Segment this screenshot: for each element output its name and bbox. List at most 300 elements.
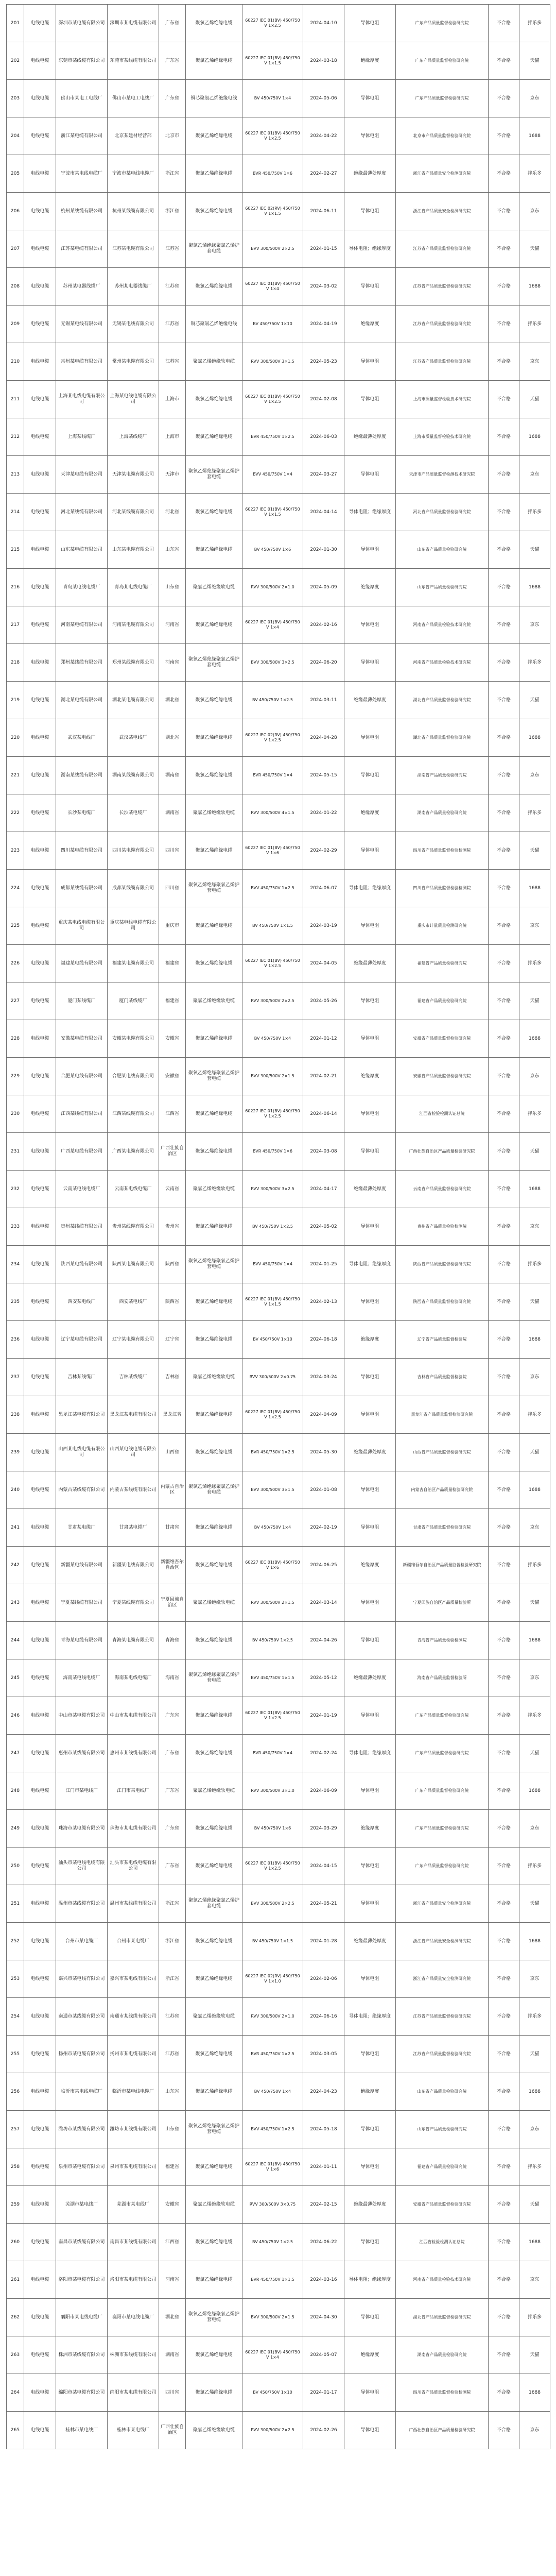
- remarks-cell: 拌乐多: [519, 1095, 550, 1133]
- serial-number-cell: 219: [7, 682, 24, 719]
- location-cell: 浙江省: [159, 1923, 186, 1960]
- table-row: [7, 1020, 550, 1058]
- production-date-cell: 2024-05-26: [303, 982, 344, 1020]
- inspected-unit-name-cell: 洛阳市某电缆有限公司: [108, 2261, 159, 2299]
- model-spec-cell: 60227 IEC 01(BV) 450/750V 1×2.5: [242, 117, 303, 155]
- model-spec-cell: 60227 IEC 01(BV) 450/750V 1×2.5: [242, 381, 303, 418]
- product-name-cell: 聚氯乙烯绝缘聚氯乙烯护套电缆: [186, 1058, 242, 1095]
- manufacturer-name-cell: 陕西某电缆有限公司: [56, 1246, 108, 1283]
- model-spec-cell: BVV 300/500V 2×1.5: [242, 1058, 303, 1095]
- model-spec-cell: BVV 450/750V 1×1.5: [242, 1659, 303, 1697]
- production-date-cell: 2024-02-06: [303, 1960, 344, 1998]
- model-spec-cell: BV 450/750V 1×10: [242, 306, 303, 343]
- model-spec-cell: RVV 300/500V 3×1.0: [242, 1772, 303, 1810]
- table-row: [7, 1283, 550, 1321]
- table-row: [7, 870, 550, 907]
- model-spec-cell: 60227 IEC 02(RV) 450/750V 1×1.5: [242, 193, 303, 230]
- testing-institution-cell: 青海省产品质量检验检测院: [396, 1622, 489, 1659]
- product-category-cell: 电线电缆: [24, 1095, 56, 1133]
- product-name-cell: 聚氯乙烯绝缘电缆: [186, 494, 242, 531]
- table-row: [7, 1735, 550, 1772]
- production-date-cell: 2024-05-30: [303, 1434, 344, 1471]
- product-name-cell: 聚氯乙烯绝缘电缆: [186, 1960, 242, 1998]
- manufacturer-name-cell: 山西某电线电缆有限公司: [56, 1434, 108, 1471]
- inspected-unit-name-cell: 天津某电缆有限公司: [108, 456, 159, 494]
- testing-institution-cell: 福建省产品质量检验研究院: [396, 2148, 489, 2186]
- production-date-cell: 2024-03-18: [303, 42, 344, 80]
- testing-institution-cell: 广西壮族自治区产品质量检验研究院: [396, 1133, 489, 1171]
- serial-number-cell: 201: [7, 5, 24, 42]
- inspected-unit-name-cell: 襄阳市某电线电缆厂: [108, 2299, 159, 2336]
- model-spec-cell: BV 450/750V 1×4: [242, 80, 303, 117]
- table-row: [7, 1697, 550, 1735]
- remarks-cell: 拌乐多: [519, 2299, 550, 2336]
- location-cell: 四川省: [159, 832, 186, 870]
- failed-items-cell: 绝缘最薄处厚度: [344, 1659, 396, 1697]
- model-spec-cell: BVR 450/750V 1×2.5: [242, 418, 303, 456]
- production-date-cell: 2024-05-18: [303, 2111, 344, 2148]
- serial-number-cell: 218: [7, 644, 24, 682]
- test-result-cell: 不合格: [489, 832, 519, 870]
- testing-institution-cell: 广东产品质量监督检验研究院: [396, 5, 489, 42]
- product-name-cell: 聚氯乙烯绝缘电缆: [186, 531, 242, 569]
- product-category-cell: 电线电缆: [24, 1772, 56, 1810]
- remarks-cell: 天猫: [519, 2186, 550, 2224]
- manufacturer-name-cell: 湖北某电缆有限公司: [56, 682, 108, 719]
- production-date-cell: 2024-02-26: [303, 2412, 344, 2449]
- product-category-cell: 电线电缆: [24, 719, 56, 757]
- serial-number-cell: 232: [7, 1171, 24, 1208]
- inspected-unit-name-cell: 杭州某线缆有限公司: [108, 193, 159, 230]
- test-result-cell: 不合格: [489, 1735, 519, 1772]
- inspected-unit-name-cell: 株洲市某线缆有限公司: [108, 2336, 159, 2374]
- production-date-cell: 2024-04-19: [303, 306, 344, 343]
- product-name-cell: 聚氯乙烯绝缘软电缆: [186, 1998, 242, 2036]
- manufacturer-name-cell: 广西某电缆有限公司: [56, 1133, 108, 1171]
- remarks-cell: 拌乐多: [519, 1396, 550, 1434]
- remarks-cell: 天猫: [519, 381, 550, 418]
- serial-number-cell: 235: [7, 1283, 24, 1321]
- failed-items-cell: 导体电阻: [344, 1359, 396, 1396]
- test-result-cell: 不合格: [489, 1020, 519, 1058]
- table-row: [7, 1171, 550, 1208]
- model-spec-cell: 60227 IEC 01(BV) 450/750V 1×1.5: [242, 1283, 303, 1321]
- production-date-cell: 2024-02-15: [303, 2186, 344, 2224]
- production-date-cell: 2024-06-03: [303, 418, 344, 456]
- serial-number-cell: 227: [7, 982, 24, 1020]
- production-date-cell: 2024-04-28: [303, 719, 344, 757]
- testing-institution-cell: 云南省产品质量监督检验研究院: [396, 1171, 489, 1208]
- remarks-cell: 拌乐多: [519, 306, 550, 343]
- failed-items-cell: 导体电阻: [344, 193, 396, 230]
- failed-items-cell: 导体电阻: [344, 80, 396, 117]
- serial-number-cell: 247: [7, 1735, 24, 1772]
- test-result-cell: 不合格: [489, 606, 519, 644]
- product-name-cell: 聚氯乙烯绝缘软电缆: [186, 2412, 242, 2449]
- production-date-cell: 2024-05-06: [303, 80, 344, 117]
- product-name-cell: 聚氯乙烯绝缘聚氯乙烯护套电缆: [186, 644, 242, 682]
- location-cell: 江苏省: [159, 268, 186, 306]
- product-category-cell: 电线电缆: [24, 230, 56, 268]
- location-cell: 宁夏回族自治区: [159, 1584, 186, 1622]
- failed-items-cell: 导体电阻: [344, 1584, 396, 1622]
- product-category-cell: 电线电缆: [24, 1810, 56, 1848]
- testing-institution-cell: 上海市质量监督检验技术研究院: [396, 418, 489, 456]
- model-spec-cell: BV 450/750V 1×2.5: [242, 1208, 303, 1246]
- model-spec-cell: BVV 450/750V 1×2.5: [242, 870, 303, 907]
- product-category-cell: 电线电缆: [24, 2073, 56, 2111]
- remarks-cell: 京东: [519, 907, 550, 945]
- testing-institution-cell: 浙江省产品质量安全检测研究院: [396, 1885, 489, 1923]
- remarks-cell: 天猫: [519, 682, 550, 719]
- product-name-cell: 聚氯乙烯绝缘软电缆: [186, 2186, 242, 2224]
- location-cell: 安徽省: [159, 1020, 186, 1058]
- testing-institution-cell: 江苏省产品质量监督检验研究院: [396, 306, 489, 343]
- production-date-cell: 2024-02-19: [303, 1509, 344, 1547]
- table-row: [7, 343, 550, 381]
- product-name-cell: 聚氯乙烯绝缘软电缆: [186, 1171, 242, 1208]
- inspected-unit-name-cell: 西安某电线厂: [108, 1283, 159, 1321]
- manufacturer-name-cell: 南通市某线缆有限公司: [56, 1998, 108, 2036]
- test-result-cell: 不合格: [489, 1998, 519, 2036]
- serial-number-cell: 251: [7, 1885, 24, 1923]
- serial-number-cell: 206: [7, 193, 24, 230]
- table-row: [7, 80, 550, 117]
- testing-institution-cell: 湖北省产品质量监督检验研究院: [396, 719, 489, 757]
- product-category-cell: 电线电缆: [24, 531, 56, 569]
- production-date-cell: 2024-05-09: [303, 569, 344, 606]
- remarks-cell: 天猫: [519, 832, 550, 870]
- location-cell: 江西省: [159, 1095, 186, 1133]
- product-category-cell: 电线电缆: [24, 2374, 56, 2412]
- inspected-unit-name-cell: 内蒙古某线缆有限公司: [108, 1471, 159, 1509]
- model-spec-cell: BVV 300/500V 2×2.5: [242, 230, 303, 268]
- table-row: [7, 644, 550, 682]
- table-row: [7, 456, 550, 494]
- product-name-cell: 聚氯乙烯绝缘电缆: [186, 1434, 242, 1471]
- failed-items-cell: 导体电阻: [344, 1283, 396, 1321]
- model-spec-cell: 60227 IEC 01(BV) 450/750V 1×1.5: [242, 42, 303, 80]
- test-result-cell: 不合格: [489, 1171, 519, 1208]
- location-cell: 浙江省: [159, 1885, 186, 1923]
- testing-institution-cell: 江苏省产品质量监督检验研究院: [396, 1998, 489, 2036]
- model-spec-cell: RVV 300/500V 4×1.5: [242, 794, 303, 832]
- test-result-cell: 不合格: [489, 531, 519, 569]
- testing-institution-cell: 山东省产品质量检验研究院: [396, 2073, 489, 2111]
- table-row: [7, 2111, 550, 2148]
- remarks-cell: 1688: [519, 1020, 550, 1058]
- product-category-cell: 电线电缆: [24, 193, 56, 230]
- model-spec-cell: BV 450/750V 1×6: [242, 1810, 303, 1848]
- serial-number-cell: 209: [7, 306, 24, 343]
- inspected-unit-name-cell: 江苏某电缆有限公司: [108, 230, 159, 268]
- production-date-cell: 2024-03-29: [303, 1810, 344, 1848]
- table-row: [7, 682, 550, 719]
- testing-institution-cell: 广东产品质量监督检验研究院: [396, 1697, 489, 1735]
- production-date-cell: 2024-06-25: [303, 1547, 344, 1584]
- product-category-cell: 电线电缆: [24, 1998, 56, 2036]
- serial-number-cell: 246: [7, 1697, 24, 1735]
- remarks-cell: 1688: [519, 117, 550, 155]
- remarks-cell: 天猫: [519, 2036, 550, 2073]
- testing-institution-cell: 海南省产品质量监督检验所: [396, 1659, 489, 1697]
- model-spec-cell: 60227 IEC 01(BV) 450/750V 1×1.5: [242, 494, 303, 531]
- production-date-cell: 2024-05-21: [303, 1885, 344, 1923]
- model-spec-cell: BVV 450/750V 1×4: [242, 1246, 303, 1283]
- inspected-unit-name-cell: 长沙某电缆厂: [108, 794, 159, 832]
- serial-number-cell: 222: [7, 794, 24, 832]
- inspected-unit-name-cell: 泉州市某电缆有限公司: [108, 2148, 159, 2186]
- serial-number-cell: 253: [7, 1960, 24, 1998]
- product-name-cell: 聚氯乙烯绝缘软电缆: [186, 1359, 242, 1396]
- testing-institution-cell: 山东省产品质量检验研究院: [396, 2111, 489, 2148]
- product-name-cell: 聚氯乙烯绝缘电缆: [186, 1810, 242, 1848]
- product-category-cell: 电线电缆: [24, 1246, 56, 1283]
- model-spec-cell: RVV 300/500V 3×0.75: [242, 2186, 303, 2224]
- location-cell: 甘肃省: [159, 1509, 186, 1547]
- production-date-cell: 2024-05-15: [303, 757, 344, 794]
- product-category-cell: 电线电缆: [24, 606, 56, 644]
- location-cell: 天津市: [159, 456, 186, 494]
- test-result-cell: 不合格: [489, 1321, 519, 1359]
- model-spec-cell: BVR 450/750V 1×6: [242, 1133, 303, 1171]
- serial-number-cell: 259: [7, 2186, 24, 2224]
- product-category-cell: 电线电缆: [24, 1509, 56, 1547]
- production-date-cell: 2024-02-29: [303, 832, 344, 870]
- table-row: [7, 306, 550, 343]
- testing-institution-cell: 江西省检验检测认证总院: [396, 1095, 489, 1133]
- test-result-cell: 不合格: [489, 1885, 519, 1923]
- inspected-unit-name-cell: 海南某电线电缆厂: [108, 1659, 159, 1697]
- serial-number-cell: 256: [7, 2073, 24, 2111]
- table-row: [7, 1133, 550, 1171]
- serial-number-cell: 237: [7, 1359, 24, 1396]
- model-spec-cell: RVV 300/500V 2×2.5: [242, 2412, 303, 2449]
- test-result-cell: 不合格: [489, 418, 519, 456]
- production-date-cell: 2024-05-23: [303, 343, 344, 381]
- inspected-unit-name-cell: 广西某电缆有限公司: [108, 1133, 159, 1171]
- table-row: [7, 2186, 550, 2224]
- production-date-cell: 2024-05-02: [303, 1208, 344, 1246]
- location-cell: 浙江省: [159, 193, 186, 230]
- testing-institution-cell: 宁夏回族自治区产品质量检验所: [396, 1584, 489, 1622]
- testing-institution-cell: 黑龙江省产品质量监督检验研究院: [396, 1396, 489, 1434]
- failed-items-cell: 导体电阻: [344, 1020, 396, 1058]
- table-row: [7, 982, 550, 1020]
- remarks-cell: 1688: [519, 1321, 550, 1359]
- product-name-cell: 聚氯乙烯绝缘电缆: [186, 682, 242, 719]
- product-category-cell: 电线电缆: [24, 870, 56, 907]
- inspected-unit-name-cell: 山西某电线电缆有限公司: [108, 1434, 159, 1471]
- remarks-cell: 京东: [519, 343, 550, 381]
- inspected-unit-name-cell: 桂林市某电线厂: [108, 2412, 159, 2449]
- remarks-cell: 天猫: [519, 42, 550, 80]
- testing-institution-cell: 浙江省产品质量安全检测研究院: [396, 1923, 489, 1960]
- manufacturer-name-cell: 四川某电缆有限公司: [56, 832, 108, 870]
- test-result-cell: 不合格: [489, 2261, 519, 2299]
- testing-institution-cell: 天津市产品质量监督检测技术研究院: [396, 456, 489, 494]
- failed-items-cell: 导体电阻: [344, 2299, 396, 2336]
- product-name-cell: 聚氯乙烯绝缘电缆: [186, 2261, 242, 2299]
- inspected-unit-name-cell: 常州某电缆有限公司: [108, 343, 159, 381]
- production-date-cell: 2024-01-22: [303, 794, 344, 832]
- failed-items-cell: 绝缘厚度: [344, 569, 396, 606]
- location-cell: 广东省: [159, 5, 186, 42]
- remarks-cell: 拌乐多: [519, 494, 550, 531]
- serial-number-cell: 220: [7, 719, 24, 757]
- product-name-cell: 聚氯乙烯绝缘电缆: [186, 1735, 242, 1772]
- location-cell: 内蒙古自治区: [159, 1471, 186, 1509]
- inspected-unit-name-cell: 无锡某电线有限公司: [108, 306, 159, 343]
- inspected-unit-name-cell: 宁夏某线缆有限公司: [108, 1584, 159, 1622]
- remarks-cell: 京东: [519, 193, 550, 230]
- production-date-cell: 2024-04-14: [303, 494, 344, 531]
- product-category-cell: 电线电缆: [24, 381, 56, 418]
- testing-institution-cell: 安徽省产品质量监督检验研究院: [396, 1058, 489, 1095]
- manufacturer-name-cell: 重庆某电线电缆有限公司: [56, 907, 108, 945]
- inspected-unit-name-cell: 青岛某电线电缆厂: [108, 569, 159, 606]
- testing-institution-cell: 四川省产品质量监督检验检测院: [396, 2374, 489, 2412]
- testing-institution-cell: 广东产品质量监督检验研究院: [396, 1848, 489, 1885]
- model-spec-cell: 60227 IEC 01(BV) 450/750V 1×6: [242, 1547, 303, 1584]
- table-row: [7, 1923, 550, 1960]
- location-cell: 安徽省: [159, 1058, 186, 1095]
- testing-institution-cell: 河南省产品质量检验技术研究院: [396, 644, 489, 682]
- location-cell: 山东省: [159, 2073, 186, 2111]
- serial-number-cell: 225: [7, 907, 24, 945]
- product-category-cell: 电线电缆: [24, 794, 56, 832]
- test-result-cell: 不合格: [489, 682, 519, 719]
- product-name-cell: 聚氯乙烯绝缘电缆: [186, 1848, 242, 1885]
- table-row: [7, 719, 550, 757]
- test-result-cell: 不合格: [489, 42, 519, 80]
- location-cell: 湖南省: [159, 794, 186, 832]
- product-name-cell: 聚氯乙烯绝缘聚氯乙烯护套电缆: [186, 2299, 242, 2336]
- product-category-cell: 电线电缆: [24, 456, 56, 494]
- inspected-unit-name-cell: 绵阳市某电缆有限公司: [108, 2374, 159, 2412]
- manufacturer-name-cell: 内蒙古某线缆有限公司: [56, 1471, 108, 1509]
- test-result-cell: 不合格: [489, 644, 519, 682]
- model-spec-cell: BVV 450/750V 1×4: [242, 456, 303, 494]
- failed-items-cell: 导体电阻: [344, 719, 396, 757]
- location-cell: 湖北省: [159, 719, 186, 757]
- location-cell: 陕西省: [159, 1246, 186, 1283]
- production-date-cell: 2024-05-12: [303, 1659, 344, 1697]
- testing-institution-cell: 广东产品质量监督检验研究院: [396, 1810, 489, 1848]
- testing-institution-cell: 山东省产品质量检验研究院: [396, 531, 489, 569]
- manufacturer-name-cell: 潍坊市某线缆有限公司: [56, 2111, 108, 2148]
- inspected-unit-name-cell: 山东某电缆有限公司: [108, 531, 159, 569]
- testing-institution-cell: 浙江省产品质量安全检测研究院: [396, 193, 489, 230]
- product-category-cell: 电线电缆: [24, 80, 56, 117]
- product-name-cell: 聚氯乙烯绝缘电缆: [186, 1547, 242, 1584]
- table-row: [7, 2374, 550, 2412]
- inspected-unit-name-cell: 深圳市某电缆有限公司: [108, 5, 159, 42]
- serial-number-cell: 215: [7, 531, 24, 569]
- product-name-cell: 聚氯乙烯绝缘聚氯乙烯护套电缆: [186, 456, 242, 494]
- location-cell: 福建省: [159, 945, 186, 982]
- manufacturer-name-cell: 南昌市某线缆有限公司: [56, 2224, 108, 2261]
- product-category-cell: 电线电缆: [24, 1848, 56, 1885]
- model-spec-cell: BVR 450/750V 1×2.5: [242, 1434, 303, 1471]
- product-name-cell: 聚氯乙烯绝缘软电缆: [186, 1584, 242, 1622]
- table-row: [7, 2148, 550, 2186]
- remarks-cell: 拌乐多: [519, 1697, 550, 1735]
- failed-items-cell: 绝缘厚度: [344, 42, 396, 80]
- inspected-unit-name-cell: 宁波市某电线电缆厂: [108, 155, 159, 193]
- remarks-cell: 拌乐多: [519, 644, 550, 682]
- testing-institution-cell: 福建省产品质量检验研究院: [396, 945, 489, 982]
- table-row: [7, 1208, 550, 1246]
- test-result-cell: 不合格: [489, 1509, 519, 1547]
- product-category-cell: 电线电缆: [24, 832, 56, 870]
- table-row: [7, 832, 550, 870]
- remarks-cell: 天猫: [519, 531, 550, 569]
- product-name-cell: 聚氯乙烯绝缘电缆: [186, 381, 242, 418]
- table-row: [7, 1471, 550, 1509]
- remarks-cell: 1688: [519, 418, 550, 456]
- location-cell: 上海市: [159, 418, 186, 456]
- manufacturer-name-cell: 贵州某线缆有限公司: [56, 1208, 108, 1246]
- testing-institution-cell: 河南省产品质量检验技术研究院: [396, 2261, 489, 2299]
- production-date-cell: 2024-03-24: [303, 1359, 344, 1396]
- location-cell: 江西省: [159, 2224, 186, 2261]
- model-spec-cell: BV 450/750V 1×10: [242, 2374, 303, 2412]
- testing-institution-cell: 上海市质量监督检验技术研究院: [396, 381, 489, 418]
- remarks-cell: 1688: [519, 268, 550, 306]
- model-spec-cell: BVR 450/750V 1×2.5: [242, 2036, 303, 2073]
- failed-items-cell: 导体电阻: [344, 381, 396, 418]
- test-result-cell: 不合格: [489, 1547, 519, 1584]
- serial-number-cell: 245: [7, 1659, 24, 1697]
- location-cell: 陕西省: [159, 1283, 186, 1321]
- failed-items-cell: 导体电阻: [344, 832, 396, 870]
- product-category-cell: 电线电缆: [24, 1471, 56, 1509]
- serial-number-cell: 208: [7, 268, 24, 306]
- failed-items-cell: 导体电阻: [344, 2036, 396, 2073]
- testing-institution-cell: 江苏省产品质量监督检验研究院: [396, 2036, 489, 2073]
- testing-institution-cell: 内蒙古自治区产品质量检验研究院: [396, 1471, 489, 1509]
- manufacturer-name-cell: 台州市某电缆厂: [56, 1923, 108, 1960]
- model-spec-cell: BV 450/750V 1×1.5: [242, 907, 303, 945]
- manufacturer-name-cell: 绵阳市某电缆有限公司: [56, 2374, 108, 2412]
- inspected-unit-name-cell: 南通市某线缆有限公司: [108, 1998, 159, 2036]
- testing-institution-cell: 四川省产品质量监督检验检测院: [396, 870, 489, 907]
- test-result-cell: 不合格: [489, 2412, 519, 2449]
- product-category-cell: 电线电缆: [24, 1321, 56, 1359]
- remarks-cell: 天猫: [519, 1584, 550, 1622]
- production-date-cell: 2024-02-27: [303, 155, 344, 193]
- testing-institution-cell: 吉林省产品质量监督检验院: [396, 1359, 489, 1396]
- location-cell: 湖北省: [159, 2299, 186, 2336]
- manufacturer-name-cell: 福建某电缆有限公司: [56, 945, 108, 982]
- table-row: [7, 155, 550, 193]
- serial-number-cell: 240: [7, 1471, 24, 1509]
- model-spec-cell: BVR 450/750V 1×6: [242, 155, 303, 193]
- model-spec-cell: BV 450/750V 1×2.5: [242, 2224, 303, 2261]
- inspected-unit-name-cell: 潍坊市某线缆有限公司: [108, 2111, 159, 2148]
- inspected-unit-name-cell: 南昌市某线缆有限公司: [108, 2224, 159, 2261]
- failed-items-cell: 导体电阻: [344, 531, 396, 569]
- test-result-cell: 不合格: [489, 1923, 519, 1960]
- testing-institution-cell: 湖南省产品质量检验研究院: [396, 794, 489, 832]
- inspected-unit-name-cell: 武汉某电线厂: [108, 719, 159, 757]
- serial-number-cell: 262: [7, 2299, 24, 2336]
- remarks-cell: 1688: [519, 1471, 550, 1509]
- production-date-cell: 2024-06-20: [303, 644, 344, 682]
- product-name-cell: 聚氯乙烯绝缘电缆: [186, 1321, 242, 1359]
- model-spec-cell: 60227 IEC 01(BV) 450/750V 1×2.5: [242, 945, 303, 982]
